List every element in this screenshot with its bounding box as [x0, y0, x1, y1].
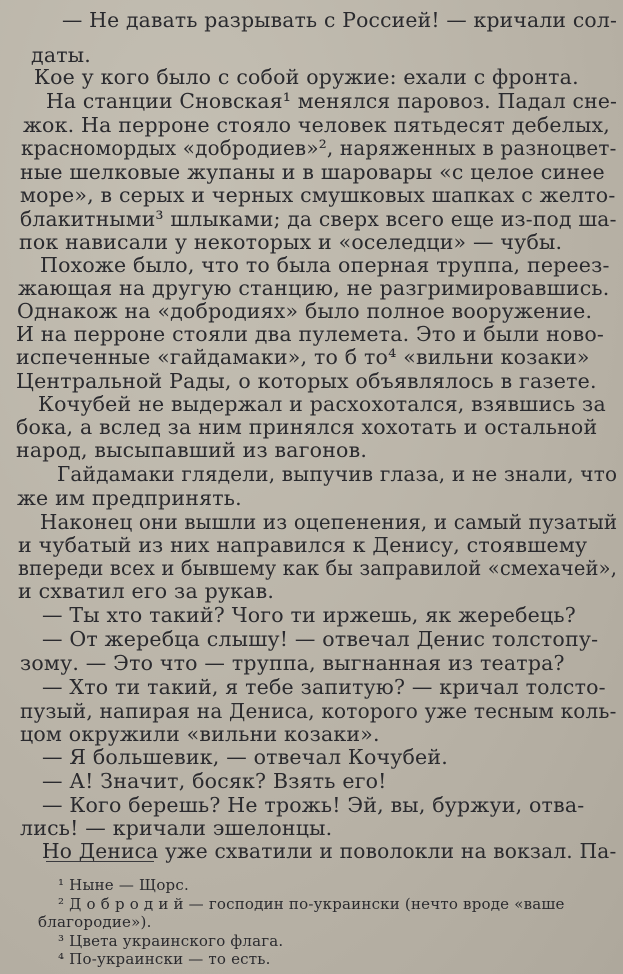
text-line: — От жеребца слышу! — отвечал Денис толстопу-: [42, 627, 599, 651]
text-line: зому. — Это что — труппа, выгнанная из театра?: [20, 651, 565, 675]
text-line: блакитными³ шлыками; да сверх всего еще из-под ша-: [20, 207, 617, 231]
text-line: Кочубей не выдержал и расхохотался, взявшись за: [38, 392, 606, 416]
text-line: Наконец они вышли из оцепенения, и самый пузатый: [40, 510, 618, 534]
text-line: Кое у кого было с собой оружие: ехали с фронта.: [34, 65, 579, 89]
text-line: Гайдамаки глядели, выпучив глаза, и не знали, что: [57, 462, 618, 486]
text-line: — Не давать разрывать с Россией! — кричали сол-: [62, 8, 618, 32]
footnote: ² Д о б р о д и й — господин по-украински (нечто вроде «ваше: [58, 895, 565, 913]
text-line: и схватил его за рукав.: [18, 579, 275, 603]
text-line: Центральной Рады, о которых объявлялось в газете.: [16, 369, 597, 393]
footnote: ¹ Ныне — Щорс.: [58, 876, 189, 894]
text-line: На станции Сновская¹ менялся паровоз. Падал сне-: [46, 89, 618, 113]
text-line: даты.: [31, 43, 92, 67]
text-line: море», в серых и черных смушковых шапках с желто-: [20, 183, 616, 207]
text-line: испеченные «гайдамаки», то б то⁴ «вильни козаки»: [16, 345, 590, 369]
text-line: бока, а вслед за ним принялся хохотать и остальной: [16, 415, 598, 439]
text-line: впереди всех и бывшему как бы заправилой «смехачей»,: [18, 556, 618, 580]
text-line: жок. На перроне стояло человек пятьдесят дебелых,: [23, 113, 610, 137]
text-line: И на перроне стояли два пулемета. Это и были ново-: [16, 322, 604, 346]
text-line: — Кого берешь? Не трожь! Эй, вы, буржуи, отва-: [42, 793, 585, 817]
text-line: — Хто ти такий, я тебе запитую? — кричал толсто-: [42, 675, 606, 699]
text-line: Но Дениса уже схватили и поволокли на вокзал. Па-: [42, 839, 617, 863]
text-line: — Я большевик, — отвечал Кочубей.: [42, 745, 448, 769]
text-line: цом окружили «вильни козаки».: [20, 722, 380, 746]
text-line: пок нависали у некоторых и «оселедци» — чубы.: [19, 230, 563, 254]
text-line: — Ты хто такий? Чого ти иржешь, як жеребець?: [42, 603, 576, 627]
text-line: Однакож на «добродиях» было полное вооружение.: [17, 299, 593, 323]
text-line: пузый, напирая на Дениса, которого уже тесным коль-: [20, 699, 617, 723]
text-line: Похоже было, что то была оперная труппа, переез-: [40, 253, 610, 277]
footnote: ³ Цвета украинского флага.: [58, 932, 284, 950]
text-line: лись! — кричали эшелонцы.: [20, 816, 333, 840]
footnote: благородие»).: [38, 913, 152, 931]
footnote: ⁴ По-украински — то есть.: [58, 950, 271, 968]
text-line: красномордых «добродиев»², наряженных в разноцвет-: [21, 136, 617, 160]
text-line: народ, высыпавший из вагонов.: [16, 438, 368, 462]
text-line: — А! Значит, босяк? Взять его!: [42, 769, 387, 793]
text-line: ные шелковые жупаны и в шаровары «с целое синее: [20, 160, 605, 184]
text-line: и чубатый из них направился к Денису, стоявшему: [18, 533, 588, 557]
footnote-separator: [46, 861, 154, 862]
text-line: жающая на другую станцию, не разгримировавшись.: [18, 276, 610, 300]
text-line: же им предпринять.: [17, 486, 242, 510]
